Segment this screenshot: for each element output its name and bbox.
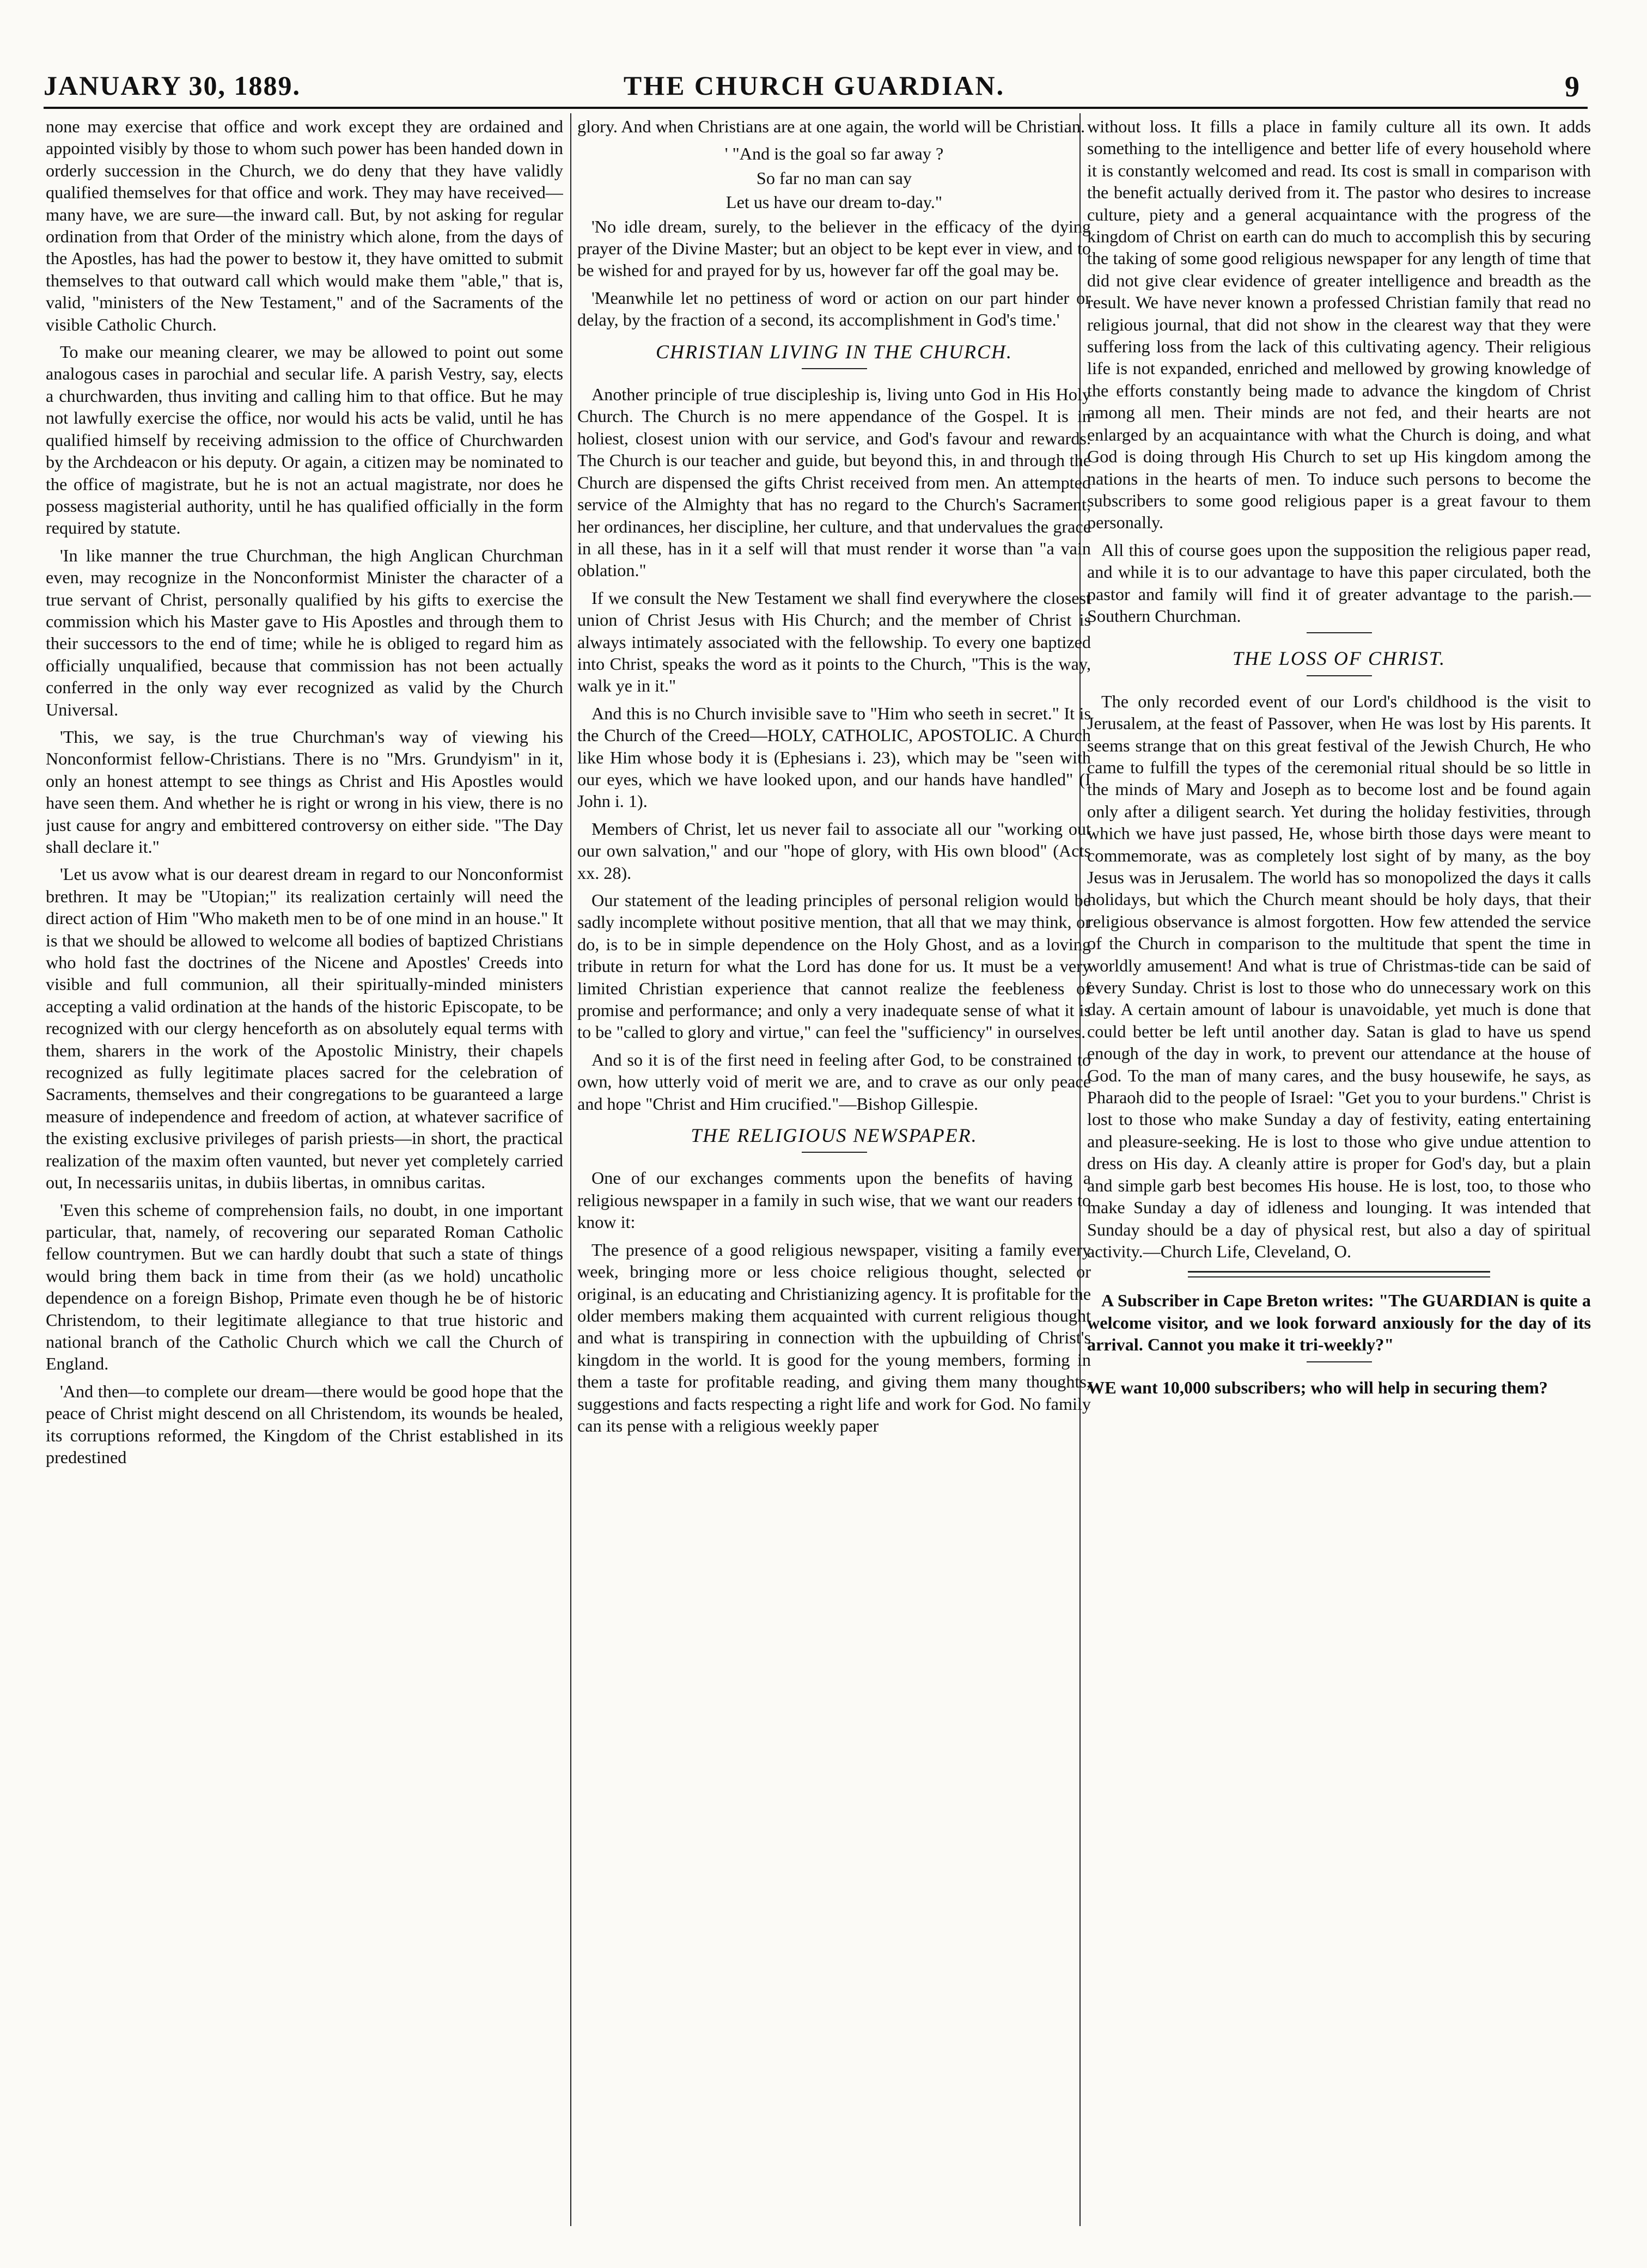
section-heading: THE RELIGIOUS NEWSPAPER. — [691, 1124, 978, 1147]
verse-line: Let us have our dream to-day." — [725, 192, 943, 212]
heading-rule — [1307, 675, 1372, 676]
paragraph: 'No idle dream, surely, to the believer in the efficacy of the dying prayer of the Divine Master; but an object to be kept ever in view, and to be wished for and prayed for by us, however far off the goal may be. — [577, 216, 1091, 280]
header-rule — [44, 107, 1588, 109]
issue-date: JANUARY 30, 1889. — [44, 70, 301, 101]
column-divider — [570, 113, 571, 2226]
verse-line: ' "And is the goal so far away ? — [724, 144, 944, 164]
section-heading: CHRISTIAN LIVING IN THE CHURCH. — [655, 340, 1012, 363]
paragraph: 'And then—to complete our dream—there would be good hope that the peace of Christ might descend on all Christendom, its wounds be healed, its corruptions reformed, the Kingdom of the Christ established in its predestined — [46, 1381, 563, 1467]
paragraph: Another principle of true discipleship is, living unto God in His Holy Church. The Church is no mere appendance of the Gospel. It is in holiest, closest union with our service, and God's favour and rewards. The Church is our teacher and guide, but beyond this, in and through the Church are dispensed the gifts Christ received from men. An attempted service of the Almighty that has no regard to the Church's Sacrament, her ordinances, her discipline, her culture, and that undervalues the grace in all these, has in it a self will that must render it worse than "a vain oblation." — [577, 384, 1091, 580]
paragraph: If we consult the New Testament we shall find everywhere the closest union of Christ Jesus with His Church; and the member of Christ is always intimately associated with the fellowship. To every one baptized into Christ, speaks the word as it points to the Church, "This is the way, walk ye in it." — [577, 588, 1091, 696]
paragraph: 'Let us avow what is our dearest dream in regard to our Nonconformist brethren. It may be "Utopian;" its realization certainly will need the direct action of Him "Who maketh men to be of one mind in an house." It is that we should be allowed to welcome all bodies of baptized Christians who hold fast the doctrines of the Nicene and Apostles' Creeds into visible and full communion, all their spiritually-minded ministers accepting a valid ordination at the hands of the historic Episcopate, to be recognized with our clergy henceforth as on absolutely equal terms with them, sharers in the work of the Apostolic Ministry, their chapels recognized as fully legitimate places sacred for the celebration of Sacraments, themselves and their congregations to be guaranteed a large measure of independence and freedom of action, at whatever sacrifice of the existing exclusive privileges of parish priests—in short, the practical realization of the maxim often vaunted, but never yet completely carried out, In necessariis unitas, in dubiis libertas, in omnibus caritas. — [46, 864, 563, 1193]
paragraph: 'This, we say, is the true Churchman's way of viewing his Nonconformist fellow-Christians. There is no "Mrs. Grundyism" in it, only an honest attempt to see things as Christ and His Apostles would have seen them. And whether he is right or wrong in his view, there is no just cause for angry and embittered controversy on either side. "The Day shall declare it." — [46, 726, 563, 857]
paragraph: Members of Christ, let us never fail to associate all our "working out our own salvation," and our "hope of glory, with His own blood" (Acts xx. 28). — [577, 818, 1091, 883]
paragraph: One of our exchanges comments upon the benefits of having a religious newspaper in a family in such wise, that we want our readers to know it: — [577, 1168, 1091, 1232]
paragraph: glory. And when Christians are at one again, the world will be Christian. — [577, 117, 1085, 136]
paragraph: none may exercise that office and work except they are ordained and appointed visibly by those to whom such power has been handed down in orderly succession in the Church, we do deny that they have validly qualified themselves for that office and work. They may have received—many have, we are sure—the inward call. But, by not asking for regular ordination from that Order of the ministry which alone, from the days of the Apostles, has had the power to bestow it, they have omitted to submit themselves to that outward call which would make them "able," that is, valid, "ministers of the New Testament," and of the Sacraments of the visible Catholic Church. — [46, 117, 563, 334]
subscriber-note: A Subscriber in Cape Breton writes: "The GUARDIAN is quite a welcome visitor, and we look forward anxiously for the day of its arrival. Cannot you make it tri-weekly?" — [1087, 1291, 1591, 1355]
paragraph: And this is no Church invisible save to "Him who seeth in secret." It is the Church of the Creed—HOLY, CATHOLIC, APOSTOLIC. A Church like Him whose body it is (Ephesians i. 23), which may be "seen with our eyes, which we have looked upon, and our hands have handled" (I John i. 1). — [577, 703, 1091, 811]
paragraph: And so it is of the first need in feeling after God, to be constrained to own, how utterly void of merit we are, and to crave as our only peace and hope "Christ and Him crucified."—Bishop Gillespie. — [577, 1049, 1091, 1114]
page-number: 9 — [1565, 70, 1579, 103]
paragraph: All this of course goes upon the supposition the religious paper read, and while it is to our advantage to have this paper circulated, both the pastor and family will find it of greater advantage to the parish.—Southern Churchman. — [1087, 540, 1591, 626]
paragraph: Our statement of the leading principles of personal religion would be sadly incomplete without positive mention, that all that we may think, or do, is to be in simple dependence on the Holy Ghost, and as a loving tribute in return for what the Lord has done for us. It must be a very limited Christian experience that cannot realize the feebleness of promise and performance; and only a very inadequate sense of what it is to be "called to glory and virtue," can feel the "sufficiency" in ourselves. — [577, 890, 1091, 1042]
column-1 — [46, 115, 563, 2217]
verse-line: So far no man can say — [756, 168, 912, 188]
column-2 — [577, 115, 1091, 2217]
subscription-appeal: WE want 10,000 subscribers; who will help in securing them? — [1087, 1377, 1548, 1397]
section-heading: THE LOSS OF CHRIST. — [1232, 647, 1446, 670]
paragraph: without loss. It fills a place in family culture all its own. It adds something to the intelligence and better life of every household where it is constantly welcomed and read. Its cost is small in comparison with the benefit actually derived from it. The pastor who desires to increase culture, piety and a general acquaintance with the progress of the kingdom of Christ on earth can do much to accomplish this by securing the taking of some good religious newspaper for any length of time that did not give clear evidence of greater intelligence and breadth as the result. We have never known a professed Christian family that read no religious journal, that did not show in the clearest way that they were suffering loss from the lack of this cultivating agency. Their religious life is not expanded, enriched and mellowed by growing knowledge of the efforts constantly being made to advance the kingdom of Christ among all men. Their minds are not fed, and their hearts are not enlarged by an acquaintance with what the Church is doing, and what God is doing through His Church to set up His kingdom among the nations in the hearts of men. To induce such persons to become the subscribers to some good religious paper is a great favour to them personally. — [1087, 117, 1591, 533]
paragraph: The only recorded event of our Lord's childhood is the visit to Jerusalem, at the feast of Passover, when He was lost by His parents. It seems strange that on this great festival of the Jewish Church, He who came to fulfill the types of the ceremonial ritual should be so little in the minds of Mary and Joseph as to become lost and be found again only after a diligent search. Yet during the holiday festivities, through which we have just passed, He, whose birth those days were meant to commemorate, was as completely lost sight of by many, as the boy Jesus was in Jerusalem. The world has so monopolized the days it calls holidays, but which the Church meant should be holy days, that their religious observance is almost forgotten. How few attended the service of the Church in comparison to the multitude that spent the time in worldly amusement! And what is true of Christmas-tide can be said of every Sunday. Christ is lost to those who do unnecessary work on this day. A certain amount of labour is unavoidable, yet much is done that could better be left until another day. Satan is glad to have us spend enough of the day in work, to prevent our attendance at the house of God. To the man of many cares, and the busy housewife, he says, as Pharaoh did to the people of Israel: "Get you to your burdens." Christ is lost to those who make Sunday a day of festivity, eating entertaining and pleasure-seeking. He is lost to those who give undue attention to dress on His day. A cleanly attire is proper for God's day, but a plain and simple garb best becomes His house. He is lost, too, to those who make Sunday a day of idleness and lounging. It was intended that Sunday should be a day of physical rest, but also a day of spiritual activity.—Church Life, Cleveland, O. — [1087, 691, 1591, 1261]
page-header — [44, 70, 1585, 102]
newspaper-title: THE CHURCH GUARDIAN. — [623, 70, 1005, 101]
heading-rule — [802, 368, 867, 369]
paragraph: To make our meaning clearer, we may be allowed to point out some analogous cases in parochial and secular life. A parish Vestry, say, elects a churchwarden, thus inviting and calling him to that office. But he may not lawfully exercise the office, nor would his acts be valid, until he has qualified himself by receiving admission to the office of Churchwarden by the Archdeacon or his deputy. Or again, a citizen may be nominated to the office of magistrate, but he is not an actual magistrate, nor does he possess magisterial authority, until he has qualified officially in the form required by statute. — [46, 342, 563, 538]
paragraph: 'In like manner the true Churchman, the high Anglican Churchman even, may recognize in the Nonconformist Minister the character of a true servant of Christ, personally qualified by his gifts to exercise the commission which his Master gave to His Apostles and through them to their successors to the end of time; while he is obliged to regard him as officially unqualified, because that commission has not been actually conferred in the only way ever recognized as valid by the Church Universal. — [46, 545, 563, 719]
section-rule — [1307, 1361, 1372, 1362]
paragraph: 'Meanwhile let no pettiness of word or action on our part hinder or delay, by the fraction of a second, its accomplishment in God's time.' — [577, 288, 1091, 330]
paragraph: The presence of a good religious newspaper, visiting a family every week, bringing more or less choice religious thought, selected or original, is an educating and Christianizing agency. It is profitable for the older members making them acquainted with current religious thought and what is transpiring in connection with the upbuilding of Christ's kingdom in the world. It is good for the young members, forming in them a taste for profitable reading, and giving them many thoughts, suggestions and facts respecting a right life and work for God. No family can its pense with a religious weekly paper — [577, 1239, 1091, 1435]
paragraph: 'Even this scheme of comprehension fails, no doubt, in one important particular, that, namely, of recovering our separated Roman Catholic fellow countrymen. But we can hardly doubt that such a state of things would bring them back in time from their (as we hold) uncatholic dependence on a foreign Bishop, Primate even though he be of historic Christendom, to their legitimate allegiance to that true historic and national branch of the Catholic Church which we call the Church of England. — [46, 1200, 563, 1374]
column-3 — [1087, 115, 1591, 2217]
double-rule — [1188, 1271, 1490, 1277]
section-rule — [1307, 632, 1372, 633]
heading-rule — [802, 1152, 867, 1153]
